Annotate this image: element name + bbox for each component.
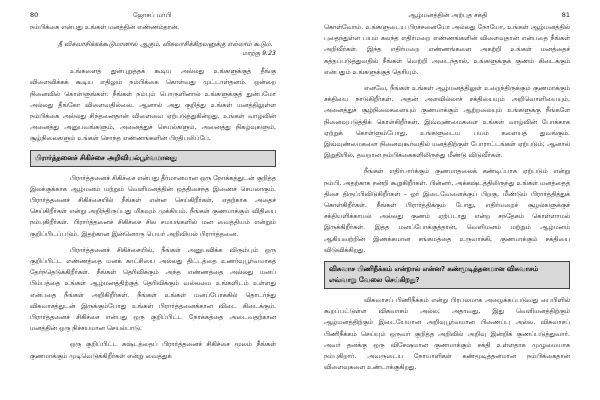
paragraph: பிரார்த்தனைச் சிகிச்சையில், நீங்கள் அனுபவிக்க விரும்பும் ஒரு குறிப்பிட்ட எண்ணத்தை மனக் காட்சியை அல்லது திட்டத்தை உணர்வுபூர்வமாகத் தேர்ந்தெடுக்கிறீர்கள். நீங்கள் தெரிவிக்கும் அந்த எண்ணத்தை அல்லது மனப் பிம்பத்தை உங்கள் ஆழ்மனத்திற்குத் தெரிவிக்கும் வல்லமை உங்களிடம் உள்ளது என்பதை நீங்கள் அறிகிறீர்கள். நீங்கள் உங்கள் மனப்போக்கில் தொடர்ந்து விசுவாசத்துடன் இருக்கும்போது உங்கள் பிரார்த்தனைக்கான விடை கிடைக்கும். பிரார்த்தனைச் சிகிச்சை என்பது ஒரு குறிப்பிட்ட நோக்கத்தை அடைவதற்கான மனத்தின் ஒரு நிச்சயமான செயல்பாடு. [30,245,276,333]
page-number: 80 [30,11,39,19]
paragraph: நீங்கள் எதிர்பார்க்கும் குணமாதலைக் கண்டிப்பாக ஏற்படும் என்று நம்பி, அதற்காக நன்றி கூறுகிறீர்கள். பின்னர், அக்கஷ்டத்திலிருந்து உங்கள் மனத்தைத் திசை திருப்பிவிடுகிறீர்கள் - ஓர் இடைவேளைக்குப் பிறகு, மீண்டும் பிரார்த்தித்துக் கொள்கிறீர்கள். நீங்கள் பிரார்த்திக்கும் போது, எதிர்மறைச் சூழல்களுக்குச் சக்தியளிக்காமல் அல்லது குணம் ஏற்படாது என்ற சந்தேகம் கொள்ளாமல் இருக்கிறீர்கள். இத்த மனப்போக்குத்தான், வெளிமனம் மற்றும் ஆழ்மனம் ஆகியவற்றின் இணக்கமான சங்கமத்தை உருவாக்கி, குணமாக்கும் சக்தியை விடுவிக்கிறது. [324,167,570,254]
section-heading: பிரார்த்தனைச் சிகிச்சை அறிவியல்பூர்வமானது [30,150,276,167]
paragraph: கொள்வோம். உங்களுடைய பிரச்சனையோ அல்லது நோயோ, உங்கள் ஆழ்மனத்தில் புதைந்துள்ள பயம் கலந்த எதிர்மறை எண்ணங்களின் விளைவுதான் என்பதை நீங்கள் அறிவீர்கள். இந்த எதிர்மறை எண்ணங்களை அகற்றி உங்கள் மனத்தைச் சுத்தப்படுத்துவதில் நீங்கள் வெற்றி அடைந்தால், உங்களுக்குக் குணம் கிடைக்கும் என்பதும் உங்களுக்குத் தெரியும். [324,23,570,76]
intro-line: நம்பிக்கை என்பது உங்கள் மனத்தின் எண்ணம்தான். [30,23,180,31]
running-head: ஆழ்மனத்தின் அற்புத சக்தி [408,10,488,19]
scripture-reference: மாற்கு 9:23 [242,50,276,58]
paragraph: பிரார்த்தனைச் சிகிச்சை என்பது தீர்மானமான ஒரு நோக்கத்துடன் குறித்த இலக்குக்காக ஆழ்மனம் மற்றும் வெளிமனத்தின் ஒத்திசைந்த இணைச் செயலாகும். பிரார்த்தனைச் சிகிச்சையில் நீங்கள் என்ன செய்கிறீர்கள், எதற்காக அதைச் செய்கிறீர்கள் என்று அறிந்திருப்பது மிகவும் முக்கியம். நீங்கள் குணமாக்கும் விதியை நம்புகிறீர்கள். பிரார்த்தனைச் சிகிச்சை சில சமயங்களில் மன வைத்தியம் என்றும் குறிப்பிடப்படும். இதற்கான இன்னொரு பெயர் அறிவியல் பிரார்த்தனை. [30,173,276,238]
scripture-quote: நீ விசுவாசிக்கக்கூடுமானால் ஆகும், விசுவாசிக்கிறவனுக்கு எல்லாம் கூடும். [58,40,273,49]
running-head: ஜோசப் மர்பி [132,10,172,19]
page-header [30,8,276,22]
page-header [324,8,570,22]
paragraph: ஒரு குறிப்பிட்ட கஷ்டத்தைப் பிரார்த்தனைச் சிகிச்சை மூலம் நீங்கள் குணமாக்கும் முடிவெடுக்கிறீர்கள் என்று வைத்துக் [30,340,276,360]
paragraph: விசுவாசப் பிணிநீக்கம் என்று பிரபலமாக அழைக்கப்படுவது பைபிளில் கூறப்பட்டுள்ள விசுவாசம் அல்ல; அதாவது, இது வெளிமனத்திற்கும் ஆழ்மனத்திற்கும் இடையேயான அறிவுபூர்வமான பிணைப்பு அல்ல. விசுவாசப் பிணிநீக்கம் செய்யும் ஒருவர் குறித்த அறிவில் அறிவு இன்றிக் குணப்படுத்துவார். அவர் தனக்கு ஒரு விசேஷமான குணமாக்கும் சக்தி உள்ளதாக முழுமையாக நம்புகிறார். அவருடைய நோயாளிகள் கண்மூடித்தனமான நம்பிக்கைதான் விளைவுகளை உண்டாக்குகிறது. [324,296,570,372]
page-number: 81 [561,11,570,19]
section-heading: விசுவாச பிணிநீக்கம் என்றால் என்ன? கண்மூடித்தனமான விசுவாசம் எவ்வாறு வேலை செய்கிறது? [324,261,570,289]
paragraph: எனவே, நீங்கள் உங்கள் ஆழ்மனத்திலுள் உறைந்திருக்கும் குணமாக்கும் சக்தியை நாடுகிறீர்கள். அதன் அளவில்லாச் சக்தியையும் அறிவொளியையும், அனைத்துச் சூழ்நிலைகளையும் குணமாக்கும் ஆற்றலையும் உங்களுக்கு நீங்களே நினைவுபடுத்திக் கொள்கிறீர்கள். இவ்வுண்மைகளை உங்கள் வாழ்வின் போக்காக ஏற்றுக் கொள்ளும்போது, உங்களுடைய பயம் களையத் துவங்கும். இவ்வுண்மைகளை நினைவுகூர்வதில் மனத்திற்குள் போராட்டங்கள் ஏற்படும்; ஆனால் இறுதியில், தவறான நம்பிக்கைகளிலிருந்து மீண்டு விடுவீர்கள். [324,84,570,160]
paragraph: உங்களைத் துன்புறுத்தக் கூடிய அல்லது உங்களுக்குத் தீங்கு விளைவிக்கக் கூடிய எதிலும் நம்பிக்கை கொள்வது முட்டாள்தனம். ஒன்றை நினைவில் கொள்ளுங்கள்: நீங்கள் நம்பும் பொருளினால் உங்களுக்குத் துன்பமோ அல்லது தீங்கோ விளைவதில்லை. ஆனால் அது குறித்து உங்கள் மனத்திலுள்ள நம்பிக்கை அல்லது சிந்தனைதான் விளைவை ஏற்படுத்துகின்றது. உங்கள் வாழ்வின் அனைத்து அனுபவங்களும், அனைத்துச் செயல்களும், அனைத்து நிகழ்வுகளும், சூழ்நிலைகளும் உங்கள் சொந்த எண்ணங்களின் பிரதிபலிப்பே. [30,67,276,143]
right-page [300,0,600,400]
